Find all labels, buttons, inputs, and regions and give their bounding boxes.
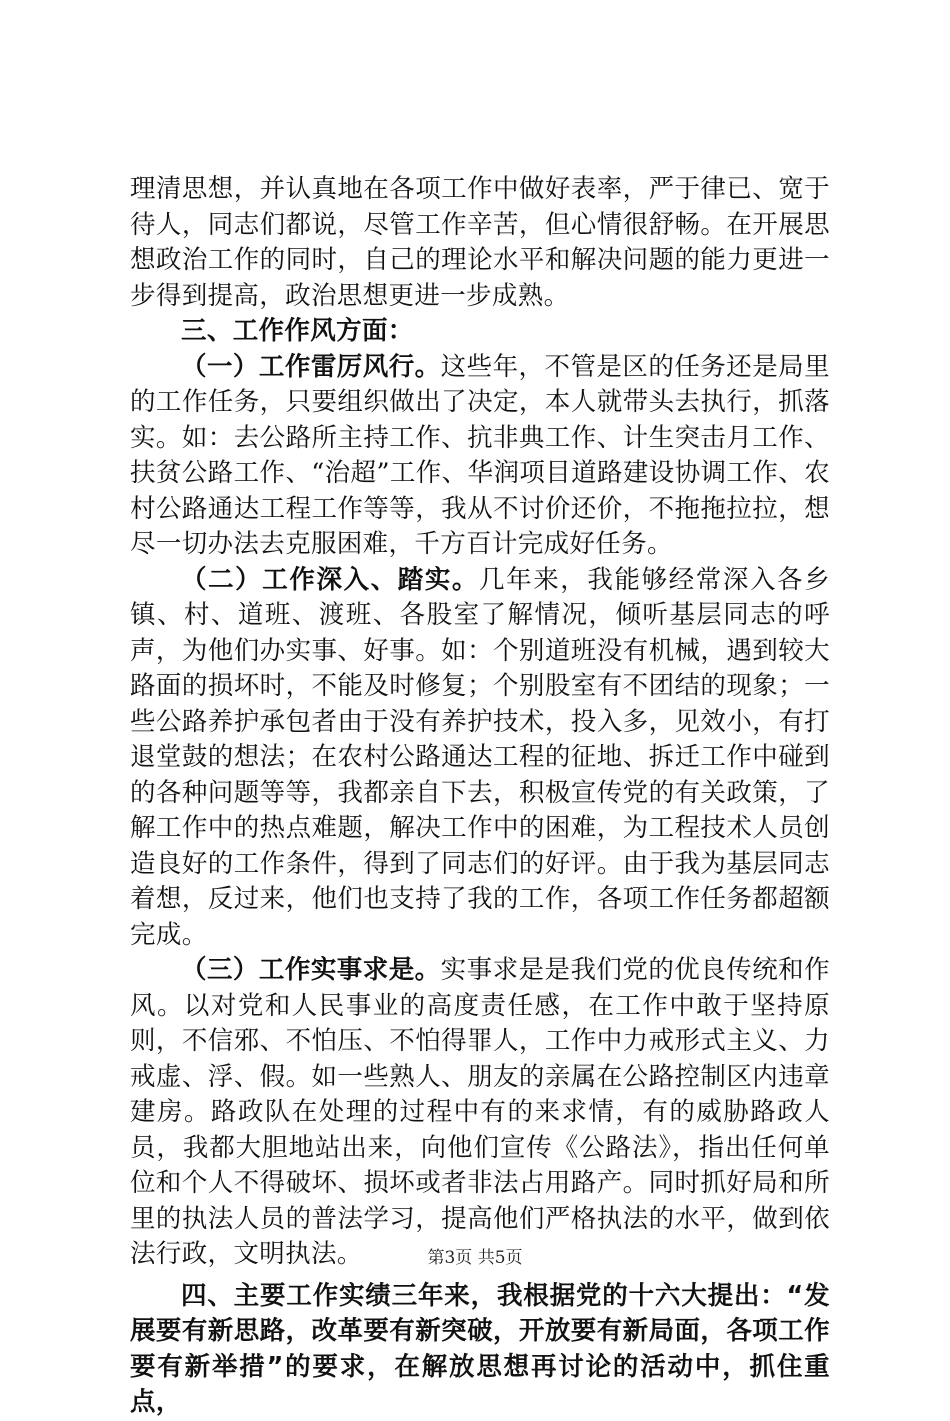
- paragraph-work-pragmatic: [130, 953, 830, 1273]
- paragraph-work-thorough: [130, 563, 830, 954]
- page-number-footer: 第3页 共5页: [427, 1248, 523, 1268]
- paragraph-work-swift-body: 这些年，不管是区的任务还是局里的工作任务，只要组织做出了决定，本人就带头去执行，抓落实。如：去公路所主持工作、抗非典工作、计生突击月工作、扶贫公路工作、“治超”工作、华润项目道路建设协调工作、农村公路通达工程工作等等，我从不讨价还价，不拖拖拉拉，想尽一切办法去克服困难，千方百计完成好任务。: [130, 351, 830, 559]
- document-body: [130, 172, 830, 1421]
- paragraph-work-swift: [130, 350, 830, 563]
- paragraph-main-achievements: 四、主要工作实绩三年来，我根据党的十六大提出：“发展要有新思路，改革要有新突破，开放要有新局面，各项工作要有新举措”的要求，在解放思想再讨论的活动中，抓住重点，: [130, 1280, 830, 1417]
- paragraph-political-thought: 理清思想，并认真地在各项工作中做好表率，严于律已、宽于待人，同志们都说，尽管工作辛苦，但心情很舒畅。在开展思想政治工作的同时，自己的理论水平和解决问题的能力更进一步得到提高，政治思想更进一步成熟。: [130, 174, 830, 311]
- paragraph-work-thorough-body: 几年来，我能够经常深入各乡镇、村、道班、渡班、各股室了解情况，倾听基层同志的呼声，为他们办实事、好事。如：个别道班没有机械，遇到较大路面的损坏时，不能及时修复；个别股室有不团结的现象；一些公路养护承包者由于没有养护技术，投入多，见效小，有打退堂鼓的想法；在农村公路通达工程的征地、拆迁工作中碰到的各种问题等等，我都亲自下去，积极宣传党的有关政策，了解工作中的热点难题，解决工作中的困难，为工程技术人员创造良好的工作条件，得到了同志们的好评。由于我为基层同志着想，反过来，他们也支持了我的工作，各项工作任务都超额完成。: [130, 564, 830, 950]
- subheading-work-pragmatic: （三）工作实事求是。: [181, 955, 441, 985]
- paragraph-work-pragmatic-body: 实事求是是我们党的优良传统和作风。以对党和人民事业的高度责任感，在工作中敢于坚持原则，不信邪、不怕压、不怕得罪人，工作中力戒形式主义、力戒虚、浮、假。如一些熟人、朋友的亲属在公路控制区内违章建房。路政队在处理的过程中有的来求情，有的威胁路政人员，我都大胆地站出来，向他们宣传《公路法》，指出任何单位和个人不得破坏、损坏或者非法占用路产。同时抓好局和所里的执法人员的普法学习，提高他们严格执法的水平，做到依法行政，文明执法。: [130, 955, 830, 1269]
- section-heading-work-style: 三、工作作风方面：: [181, 316, 414, 346]
- subheading-work-thorough: （二）工作深入、踏实。: [181, 564, 480, 595]
- subheading-work-swift: （一）工作雷厉风行。: [181, 351, 441, 382]
